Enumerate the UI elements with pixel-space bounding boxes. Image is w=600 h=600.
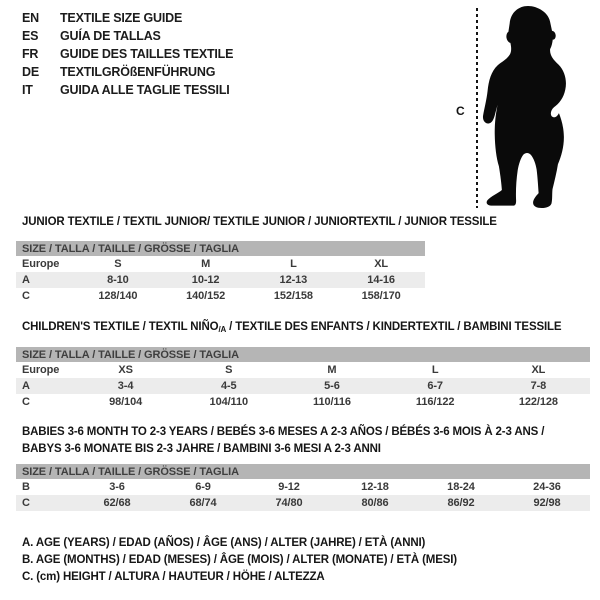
junior-size-table bbox=[16, 241, 425, 304]
value-cell: 128/140 bbox=[98, 290, 138, 302]
section-title-line1: BABIES 3-6 MONTH TO 2-3 YEARS / BEBÉS 3-6 MESES A 2-3 AÑOS / BÉBÉS 3-6 MOIS À 2-3 ANS / bbox=[22, 426, 545, 438]
row-label-cell: C bbox=[16, 495, 74, 511]
row-label-cell: Europe bbox=[22, 258, 60, 270]
value-cell: S bbox=[225, 364, 233, 376]
value-cell: 18-24 bbox=[447, 481, 475, 493]
size-table-grid bbox=[16, 362, 590, 410]
size-table-grid bbox=[16, 479, 590, 511]
value-cell: 10-12 bbox=[162, 272, 250, 288]
value-cell: 140/152 bbox=[186, 290, 226, 302]
row-label-cell: B bbox=[22, 481, 30, 493]
value-cell: 5-6 bbox=[280, 378, 383, 394]
row-label-cell: A bbox=[16, 272, 74, 288]
value-cell: XL bbox=[531, 364, 546, 376]
babies-size-table bbox=[16, 464, 590, 511]
value-cell: 158/170 bbox=[361, 290, 401, 302]
section-title-babies bbox=[22, 424, 544, 458]
value-cell: 9-12 bbox=[278, 481, 300, 493]
language-title: GUIDA ALLE TAGLIE TESSILI bbox=[60, 83, 230, 97]
legend-line-a: A. AGE (YEARS) / EDAD (AÑOS) / ÂGE (ANS) / ALTER (JAHRE) / ETÀ (ANNI) bbox=[22, 537, 426, 549]
height-measure-label: C bbox=[456, 104, 465, 118]
value-cell: 122/128 bbox=[518, 396, 558, 408]
legend-line-c: C. (cm) HEIGHT / ALTURA / HAUTEUR / HÖHE / ALTEZZA bbox=[22, 571, 325, 583]
section-title-text: JUNIOR TEXTILE / TEXTIL JUNIOR/ TEXTILE JUNIOR / JUNIORTEXTIL / JUNIOR TESSILE bbox=[22, 216, 497, 228]
value-cell: 3-4 bbox=[74, 378, 177, 394]
value-cell: 152/158 bbox=[273, 290, 313, 302]
value-cell: 92/98 bbox=[504, 495, 590, 511]
table-row bbox=[16, 378, 590, 394]
table-row bbox=[16, 479, 590, 495]
value-cell: S bbox=[114, 258, 122, 270]
value-cell: 62/68 bbox=[74, 495, 160, 511]
value-cell: 80/86 bbox=[332, 495, 418, 511]
language-title: TEXTILE SIZE GUIDE bbox=[60, 11, 183, 25]
section-title-text: / TEXTILE DES ENFANTS / KINDERTEXTIL / BAMBINI TESSILE bbox=[226, 321, 562, 333]
language-row bbox=[22, 45, 233, 63]
value-cell: 110/116 bbox=[313, 396, 351, 408]
value-cell: 74/80 bbox=[246, 495, 332, 511]
section-title-subscript: /A bbox=[218, 325, 227, 334]
section-title-junior bbox=[22, 216, 497, 228]
row-label-cell: Europe bbox=[22, 364, 60, 376]
size-header-bar: SIZE / TALLA / TAILLE / GRÖSSE / TAGLIA bbox=[16, 347, 590, 362]
value-cell: M bbox=[201, 258, 211, 270]
table-row bbox=[16, 272, 425, 288]
value-cell: 12-13 bbox=[250, 272, 338, 288]
children-size-table bbox=[16, 347, 590, 410]
toddler-silhouette-icon bbox=[480, 2, 580, 210]
legend-line-b: B. AGE (MONTHS) / EDAD (MESES) / ÂGE (MOIS) / ALTER (MONATE) / ETÀ (MESI) bbox=[22, 554, 457, 566]
table-row bbox=[16, 362, 590, 378]
value-cell: 8-10 bbox=[74, 272, 162, 288]
value-cell: 6-9 bbox=[195, 481, 211, 493]
value-cell: 12-18 bbox=[361, 481, 389, 493]
value-cell: L bbox=[290, 258, 297, 270]
language-code: ES bbox=[22, 29, 39, 43]
legend bbox=[22, 535, 457, 586]
value-cell: 4-5 bbox=[177, 378, 280, 394]
language-row bbox=[22, 81, 233, 99]
language-title-list bbox=[22, 9, 233, 99]
value-cell: 24-36 bbox=[533, 481, 561, 493]
table-row bbox=[16, 288, 425, 304]
language-row bbox=[22, 63, 233, 81]
value-cell: 7-8 bbox=[487, 378, 590, 394]
value-cell: 86/92 bbox=[418, 495, 504, 511]
value-cell: 104/110 bbox=[209, 396, 249, 408]
value-cell: 98/104 bbox=[109, 396, 143, 408]
section-title-line2: BABYS 3-6 MONATE BIS 2-3 JAHRE / BAMBINI 3-6 MESI A 2-3 ANNI bbox=[22, 443, 381, 455]
language-row bbox=[22, 9, 233, 27]
value-cell: 3-6 bbox=[109, 481, 125, 493]
value-cell: 14-16 bbox=[337, 272, 425, 288]
language-title: GUIDE DES TAILLES TEXTILE bbox=[60, 47, 234, 61]
value-cell: M bbox=[327, 364, 337, 376]
value-cell: 6-7 bbox=[384, 378, 487, 394]
table-row bbox=[16, 495, 590, 511]
language-code: IT bbox=[22, 83, 33, 97]
table-row bbox=[16, 256, 425, 272]
table-row bbox=[16, 394, 590, 410]
row-label-cell: A bbox=[16, 378, 74, 394]
language-title: TEXTILGRÖßENFÜHRUNG bbox=[60, 65, 216, 79]
row-label-cell: C bbox=[22, 290, 30, 302]
value-cell: 68/74 bbox=[160, 495, 246, 511]
measurement-figure bbox=[445, 0, 597, 215]
height-measure-dashed-line bbox=[476, 8, 478, 208]
size-header-bar: SIZE / TALLA / TAILLE / GRÖSSE / TAGLIA bbox=[16, 464, 590, 479]
language-title: GUÍA DE TALLAS bbox=[60, 29, 161, 43]
value-cell: L bbox=[431, 364, 439, 376]
section-title-text: CHILDREN'S TEXTILE / TEXTIL NIÑO bbox=[22, 321, 219, 333]
language-code: EN bbox=[22, 11, 39, 25]
language-row bbox=[22, 27, 233, 45]
value-cell: XS bbox=[118, 364, 133, 376]
language-code: FR bbox=[22, 47, 39, 61]
value-cell: 116/122 bbox=[415, 396, 455, 408]
size-table-grid bbox=[16, 256, 425, 304]
row-label-cell: C bbox=[22, 396, 30, 408]
language-code: DE bbox=[22, 65, 39, 79]
size-header-bar: SIZE / TALLA / TAILLE / GRÖSSE / TAGLIA bbox=[16, 241, 425, 256]
value-cell: XL bbox=[374, 258, 389, 270]
section-title-children bbox=[22, 321, 561, 334]
